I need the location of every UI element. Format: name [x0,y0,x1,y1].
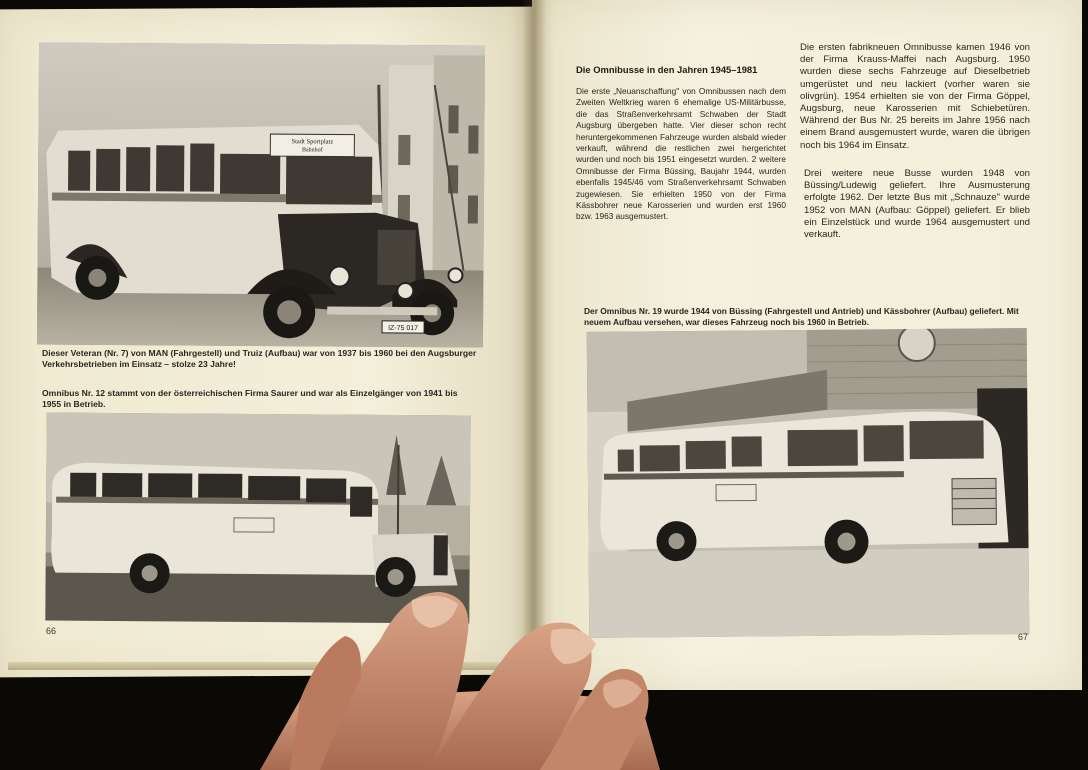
photo-man-bus [37,42,485,347]
svg-text:Stadt Sportplatz: Stadt Sportplatz [291,138,334,146]
section-heading: Die Omnibusse in den Jahren 1945–1981 [576,64,758,75]
photo-saurer-bus-caption: Omnibus Nr. 12 stammt von der österreichischen Firma Saurer und war als Einzelgänger von 1941 bis 1955 in Betrieb. [42,388,458,409]
body-column-1: Die erste „Neuanschaffung" von Omnibussen nach dem Zweiten Weltkrieg waren 6 ehemalige US-Militärbusse, die das Straßenverkehrsamt Schwaben der Stadt Augsburg übergeben hatte. Vier dieser schon recht heruntergekommenen Fahrzeuge wurden alsbald wieder verkauft, während die restlichen zwei hergerichtet wurden und noch bis 1951 eingesetzt wurden. 2 weitere Omnibusse der Firma Büssing, Baujahr 1944, wurden ebenfalls 1945/46 vom Straßenverkehrsamt Schwaben zugewiesen. Sie erhielten 1950 von der Firma Kässbohrer neue Karosserien und wurden erst 1960 bzw. 1963 ausgemustert. [576,86,786,222]
photo-buessing-bus [587,328,1030,638]
svg-text:Bahnhof: Bahnhof [301,147,323,154]
photo-saurer-bus [45,413,470,624]
body-column-2b: Drei weitere neue Busse wurden 1948 von Büssing/Ludewig geliefert. Ihre Ausmusterung erfolgte 1962. Der letzte Bus mit „Schnauze" wurde 1952 von MAN (Aufbau: Göppel) geliefert. Er blieb ein Einzelstück und wurde 1964 ausgemustert und verkauft. [804,168,1030,241]
photo-man-bus-caption: Dieser Veteran (Nr. 7) von MAN (Fahrgestell) und Truiz (Aufbau) war von 1937 bis 1960 bei den Augsburger Verkehrsbetrieben im Einsatz – stolze 23 Jahre! [42,348,477,369]
page-stack-edge [8,662,528,670]
book-gutter [522,0,546,690]
page-number-right: 67 [1018,632,1029,642]
page-number-left: 66 [46,626,57,636]
photo-buessing-bus-caption: Der Omnibus Nr. 19 wurde 1944 von Büssing (Fahrgestell und Antrieb) und Kässbohrer (Aufbau) geliefert. Mit neuem Aufbau versehen, war dieses Fahrzeug noch bis 1960 in Betrieb. [584,306,1019,327]
svg-text:IZ-75 017: IZ-75 017 [388,324,419,333]
body-column-2a: Die ersten fabrikneuen Omnibusse kamen 1946 von der Firma Krauss-Maffei nach Augsburg. 1950 wurden diese sechs Fahrzeuge auf Dieselbetrieb umgerüstet und neu lackiert (vorher waren sie olivgrün). 1954 erhielten sie von der Firma Göppel, Augsburg, neue Karosserien mit Schiebetüren. Während der Bus Nr. 25 bereits im Jahre 1956 nach einem Brand ausgemustert wurde, waren die übrigen noch bis 1964 im Einsatz. [800,42,1030,151]
